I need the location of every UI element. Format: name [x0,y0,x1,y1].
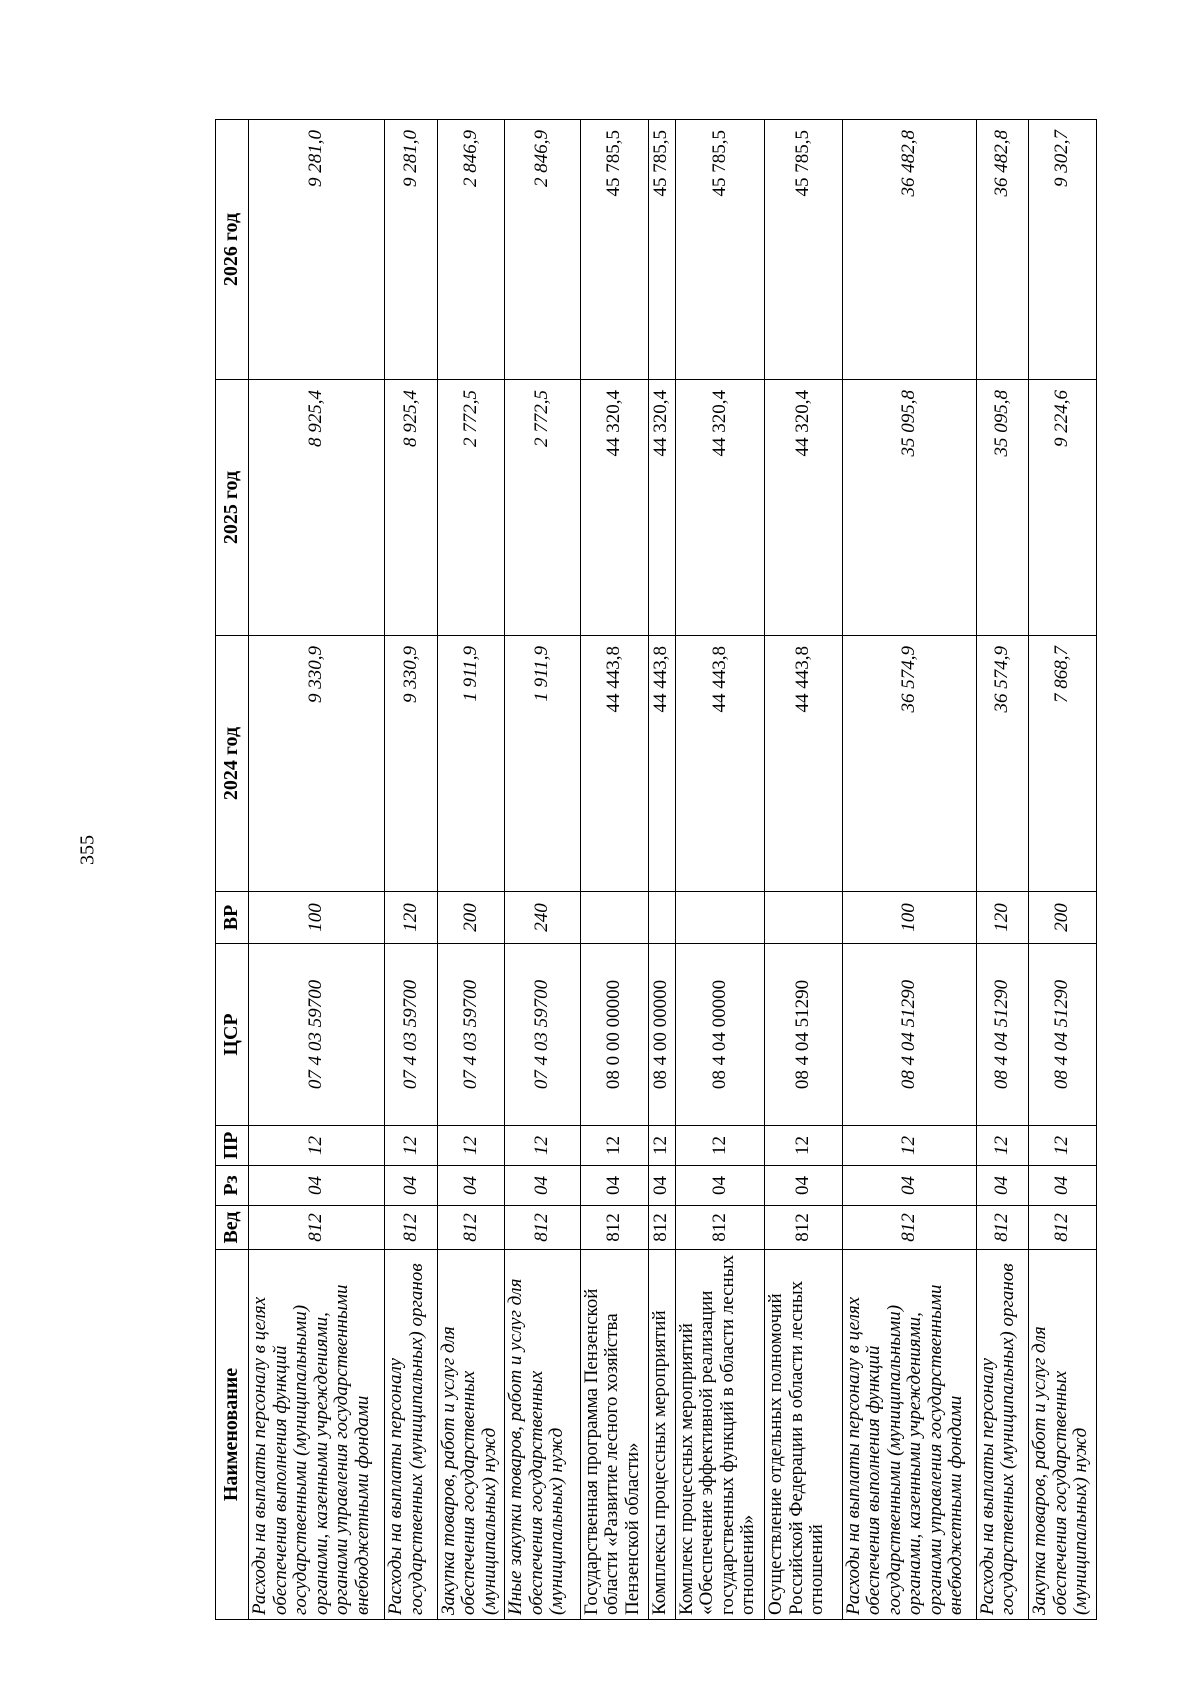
cell-name: Закупка товаров, работ и услуг для обеспечения государственных (муниципальных) нужд [437,1250,505,1620]
page-number: 355 [76,835,99,865]
cell-rz: 04 [976,1166,1028,1206]
cell-2026: 45 785,5 [675,120,764,380]
cell-name: Расходы на выплаты персоналу государственных (муниципальных) органов [385,1250,437,1620]
cell-rz: 04 [648,1166,675,1206]
cell-ved: 812 [249,1206,385,1250]
cell-csr: 07 4 03 59700 [505,944,580,1126]
cell-2024: 44 443,8 [648,636,675,892]
cell-vr: 120 [385,892,437,944]
cell-2025: 9 224,6 [1029,380,1097,636]
cell-pr: 12 [249,1126,385,1166]
table-row [580,120,648,1620]
cell-vr: 120 [976,892,1028,944]
cell-2026: 2 846,9 [437,120,505,380]
cell-name: Государственная программа Пензенской области «Развитие лесного хозяйства Пензенской области» [580,1250,648,1620]
cell-2024: 9 330,9 [249,636,385,892]
cell-ved: 812 [976,1206,1028,1250]
cell-vr: 200 [437,892,505,944]
header-2026: 2026 год [216,120,249,380]
header-csr: ЦСР [216,944,249,1126]
table-row [437,120,505,1620]
table-row [842,120,976,1620]
cell-2025: 2 772,5 [437,380,505,636]
cell-rz: 04 [505,1166,580,1206]
cell-rz: 04 [675,1166,764,1206]
cell-rz: 04 [580,1166,648,1206]
cell-pr: 12 [842,1126,976,1166]
cell-ved: 812 [580,1206,648,1250]
cell-2025: 44 320,4 [648,380,675,636]
cell-2025: 2 772,5 [505,380,580,636]
cell-2026: 45 785,5 [765,120,843,380]
cell-ved: 812 [385,1206,437,1250]
cell-csr: 08 4 04 51290 [765,944,843,1126]
cell-pr: 12 [505,1126,580,1166]
cell-2026: 9 302,7 [1029,120,1097,380]
cell-name: Закупка товаров, работ и услуг для обеспечения государственных (муниципальных) нужд [1029,1250,1097,1620]
cell-2025: 35 095,8 [976,380,1028,636]
cell-pr: 12 [765,1126,843,1166]
cell-2024: 44 443,8 [580,636,648,892]
cell-vr [648,892,675,944]
cell-2025: 8 925,4 [249,380,385,636]
cell-2024: 1 911,9 [437,636,505,892]
cell-name: Расходы на выплаты персоналу в целях обеспечения выполнения функций государственными (муниципальными) органами, казенными учреждениями, органами управления государственными внебюджетными фондами [842,1250,976,1620]
cell-2025: 35 095,8 [842,380,976,636]
table-row [249,120,385,1620]
table-row [505,120,580,1620]
cell-ved: 812 [765,1206,843,1250]
cell-csr: 08 4 04 51290 [976,944,1028,1126]
cell-2026: 2 846,9 [505,120,580,380]
cell-2024: 9 330,9 [385,636,437,892]
cell-rz: 04 [765,1166,843,1206]
cell-name: Расходы на выплаты персоналу в целях обеспечения выполнения функций государственными (муниципальными) органами, казенными учреждениями, органами управления государственными внебюджетными фондами [249,1250,385,1620]
cell-pr: 12 [675,1126,764,1166]
budget-table-rotated [215,120,1097,1620]
cell-pr: 12 [385,1126,437,1166]
cell-pr: 12 [437,1126,505,1166]
cell-pr: 12 [1029,1126,1097,1166]
table-row [675,120,764,1620]
cell-ved: 812 [437,1206,505,1250]
cell-csr: 08 4 04 51290 [842,944,976,1126]
cell-rz: 04 [249,1166,385,1206]
cell-2024: 7 868,7 [1029,636,1097,892]
table-row [1029,120,1097,1620]
cell-ved: 812 [648,1206,675,1250]
cell-pr: 12 [648,1126,675,1166]
cell-name: Расходы на выплаты персоналу государственных (муниципальных) органов [976,1250,1028,1620]
cell-2025: 44 320,4 [765,380,843,636]
cell-2024: 36 574,9 [976,636,1028,892]
cell-csr: 08 0 00 00000 [580,944,648,1126]
cell-vr: 100 [842,892,976,944]
table-row [648,120,675,1620]
cell-2026: 45 785,5 [580,120,648,380]
cell-pr: 12 [580,1126,648,1166]
header-name: Наименование [216,1250,249,1620]
cell-2024: 36 574,9 [842,636,976,892]
cell-csr: 08 4 00 00000 [648,944,675,1126]
budget-table [215,119,1097,1620]
cell-rz: 04 [1029,1166,1097,1206]
cell-csr: 08 4 04 00000 [675,944,764,1126]
cell-rz: 04 [385,1166,437,1206]
cell-2024: 1 911,9 [505,636,580,892]
cell-rz: 04 [437,1166,505,1206]
table-row [976,120,1028,1620]
cell-pr: 12 [976,1126,1028,1166]
cell-ved: 812 [675,1206,764,1250]
cell-name: Осуществление отдельных полномочий Российской Федерации в области лесных отношений [765,1250,843,1620]
cell-vr: 240 [505,892,580,944]
header-pr: ПР [216,1126,249,1166]
cell-name: Комплекс процессных мероприятий «Обеспечение эффективной реализации государственных функций в области лесных отношений» [675,1250,764,1620]
header-vr: ВР [216,892,249,944]
cell-2025: 44 320,4 [580,380,648,636]
cell-2024: 44 443,8 [675,636,764,892]
cell-vr [580,892,648,944]
cell-name: Иные закупки товаров, работ и услуг для обеспечения государственных (муниципальных) нужд [505,1250,580,1620]
cell-vr: 100 [249,892,385,944]
cell-csr: 07 4 03 59700 [385,944,437,1126]
cell-vr [765,892,843,944]
cell-csr: 08 4 04 51290 [1029,944,1097,1126]
header-2024: 2024 год [216,636,249,892]
cell-2026: 45 785,5 [648,120,675,380]
cell-2025: 44 320,4 [675,380,764,636]
cell-vr: 200 [1029,892,1097,944]
cell-csr: 07 4 03 59700 [437,944,505,1126]
table-row [765,120,843,1620]
cell-2026: 36 482,8 [842,120,976,380]
cell-ved: 812 [842,1206,976,1250]
header-row [216,120,249,1620]
cell-vr [675,892,764,944]
cell-csr: 07 4 03 59700 [249,944,385,1126]
cell-2024: 44 443,8 [765,636,843,892]
cell-name: Комплексы процессных мероприятий [648,1250,675,1620]
header-ved: Вед [216,1206,249,1250]
header-rz: Рз [216,1166,249,1206]
cell-ved: 812 [505,1206,580,1250]
header-2025: 2025 год [216,380,249,636]
cell-rz: 04 [842,1166,976,1206]
cell-2025: 8 925,4 [385,380,437,636]
cell-2026: 36 482,8 [976,120,1028,380]
table-row [385,120,437,1620]
cell-2026: 9 281,0 [249,120,385,380]
cell-ved: 812 [1029,1206,1097,1250]
cell-2026: 9 281,0 [385,120,437,380]
